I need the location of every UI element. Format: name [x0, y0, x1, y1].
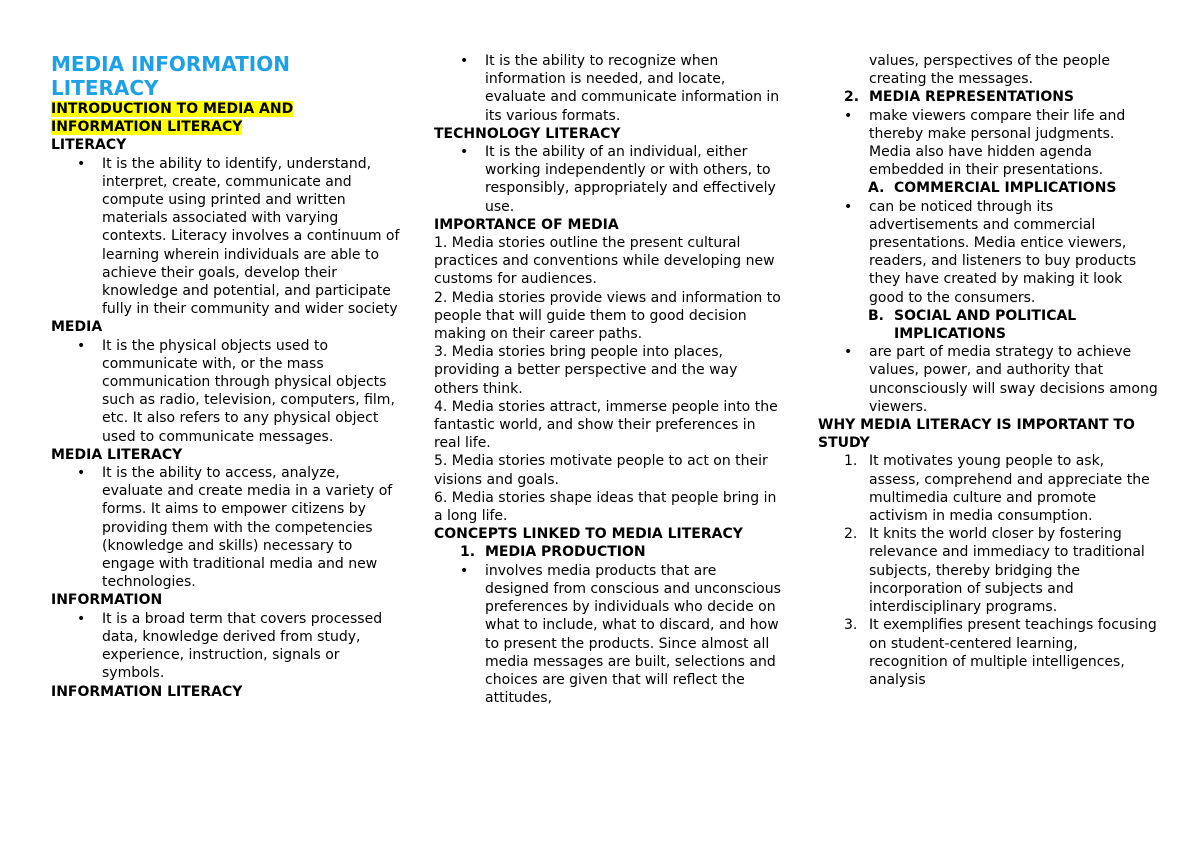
bullet-item: • It is the ability to recognize when information is needed, and locate, evaluate and communicate information in its various formats. — [434, 52, 784, 125]
document-title: MEDIA INFORMATION LITERACY — [51, 52, 290, 100]
item-number: 2. — [844, 526, 858, 543]
subheading-label: MEDIA PRODUCTION — [485, 544, 646, 561]
bullet-item: • It is the ability of an individual, either working independently or with others, to responsibly, appropriately and effectively use. — [434, 143, 784, 216]
subheading-letter: A. — [868, 180, 885, 197]
item-text: It knits the world closer by fostering relevance and immediacy to traditional subjects, thereby bridging the incorporation of subjects and interdisciplinary programs. — [869, 526, 1145, 616]
bullet-list — [434, 52, 784, 125]
numbered-list — [818, 452, 1158, 689]
importance-item: 4. Media stories attract, immerse people into the fantastic world, and show their preferences in real life. — [434, 398, 778, 452]
item-text: It exemplifies present teachings focusing on student-centered learning, recognition of multiple intelligences, analysis — [869, 617, 1157, 688]
continuation-text: values, perspectives of the people creating the messages. — [869, 53, 1111, 88]
subheading-media-production — [434, 543, 784, 561]
bullet-item: • It is the ability to access, analyze, evaluate and create media in a variety of forms. It aims to empower citizens by providing them with the competencies (knowledge and skills) necessary to engage with traditional media and new technologies. — [51, 464, 401, 591]
section-heading-importance: IMPORTANCE OF MEDIA — [434, 216, 619, 233]
subheading-label: SOCIAL AND POLITICAL IMPLICATIONS — [894, 307, 1077, 343]
item-number: 1. — [844, 453, 858, 470]
numbered-item — [818, 525, 1158, 616]
subheading-letter: B. — [868, 307, 884, 324]
importance-item: 2. Media stories provide views and information to people that will guide them to good decision making on their career paths. — [434, 289, 781, 343]
subheading-number: 1. — [460, 544, 476, 561]
bullet-list — [818, 107, 1158, 180]
importance-item: 5. Media stories motivate people to act on their visions and goals. — [434, 453, 768, 488]
subheading-label: COMMERCIAL IMPLICATIONS — [894, 180, 1117, 197]
section-heading-information: INFORMATION — [51, 592, 163, 609]
subheading-label: MEDIA REPRESENTATIONS — [869, 89, 1075, 106]
numbered-item — [818, 616, 1158, 689]
column-1 — [51, 52, 401, 701]
bullet-item: • are part of media strategy to achieve values, power, and authority that unconsciously will sway decisions among viewers. — [818, 343, 1158, 416]
bullet-item: • can be noticed through its advertisements and commercial presentations. Media entice viewers, readers, and listeners to buy products they have created by making it look good to the consumers. — [818, 198, 1158, 307]
numbered-item — [818, 452, 1158, 525]
importance-item: 6. Media stories shape ideas that people bring in a long life. — [434, 489, 777, 525]
subheading-commercial-implications — [818, 179, 1158, 197]
bullet-list — [434, 562, 784, 708]
bullet-item: • It is a broad term that covers processed data, knowledge derived from study, experience, instruction, signals or symbols. — [51, 610, 401, 683]
importance-item: 1. Media stories outline the present cultural practices and conventions while developing new customs for audiences. — [434, 235, 775, 288]
bullet-list — [51, 464, 401, 591]
section-heading-technology-literacy: TECHNOLOGY LITERACY — [434, 125, 621, 142]
section-heading-media: MEDIA — [51, 319, 103, 336]
bullet-item: • involves media products that are designed from conscious and unconscious preferences by individuals who decide on what to include, what to discard, and how to present the products. Since almost all media messages are built, selections and choices are given that will reflect the attitudes, — [434, 562, 784, 708]
bullet-item: • make viewers compare their life and thereby make personal judgments. Media also have hidden agenda embedded in their presentations. — [818, 107, 1158, 180]
bullet-list — [51, 155, 401, 319]
section-heading-information-literacy: INFORMATION LITERACY — [51, 683, 243, 700]
section-heading-concepts: CONCEPTS LINKED TO MEDIA LITERACY — [434, 526, 743, 543]
subheading-number: 2. — [844, 89, 860, 106]
bullet-list — [818, 198, 1158, 307]
section-heading-why-important: WHY MEDIA LITERACY IS IMPORTANT TO STUDY — [818, 417, 1135, 452]
bullet-item: • It is the physical objects used to communicate with, or the mass communication through physical objects such as radio, television, computers, film, etc. It also refers to any physical object used to communicate messages. — [51, 337, 401, 446]
importance-item: 3. Media stories bring people into places, providing a better perspective and the way others think. — [434, 344, 738, 397]
section-heading-media-literacy: MEDIA LITERACY — [51, 446, 183, 463]
bullet-item: • It is the ability to identify, understand, interpret, create, communicate and compute using printed and written materials associated with varying contexts. Literacy involves a continuum of learning wherein individuals are able to achieve their goals, develop their knowledge and potential, and participate fully in their community and wider society — [51, 155, 401, 319]
bullet-list — [51, 610, 401, 683]
intro-heading — [51, 100, 401, 136]
section-heading-literacy: LITERACY — [51, 137, 127, 154]
column-2 — [434, 52, 784, 707]
column-3 — [818, 52, 1158, 689]
intro-highlight: INTRODUCTION TO MEDIA AND INFORMATION LITERACY — [51, 101, 294, 136]
subheading-social-political-implications — [818, 307, 1158, 343]
bullet-list — [51, 337, 401, 446]
item-text: It motivates young people to ask, assess, comprehend and appreciate the multimedia culture and promote activism in media consumption. — [869, 453, 1150, 525]
item-number: 3. — [844, 617, 858, 634]
bullet-list — [818, 343, 1158, 416]
subheading-media-representations — [818, 88, 1158, 106]
bullet-list — [434, 143, 784, 216]
